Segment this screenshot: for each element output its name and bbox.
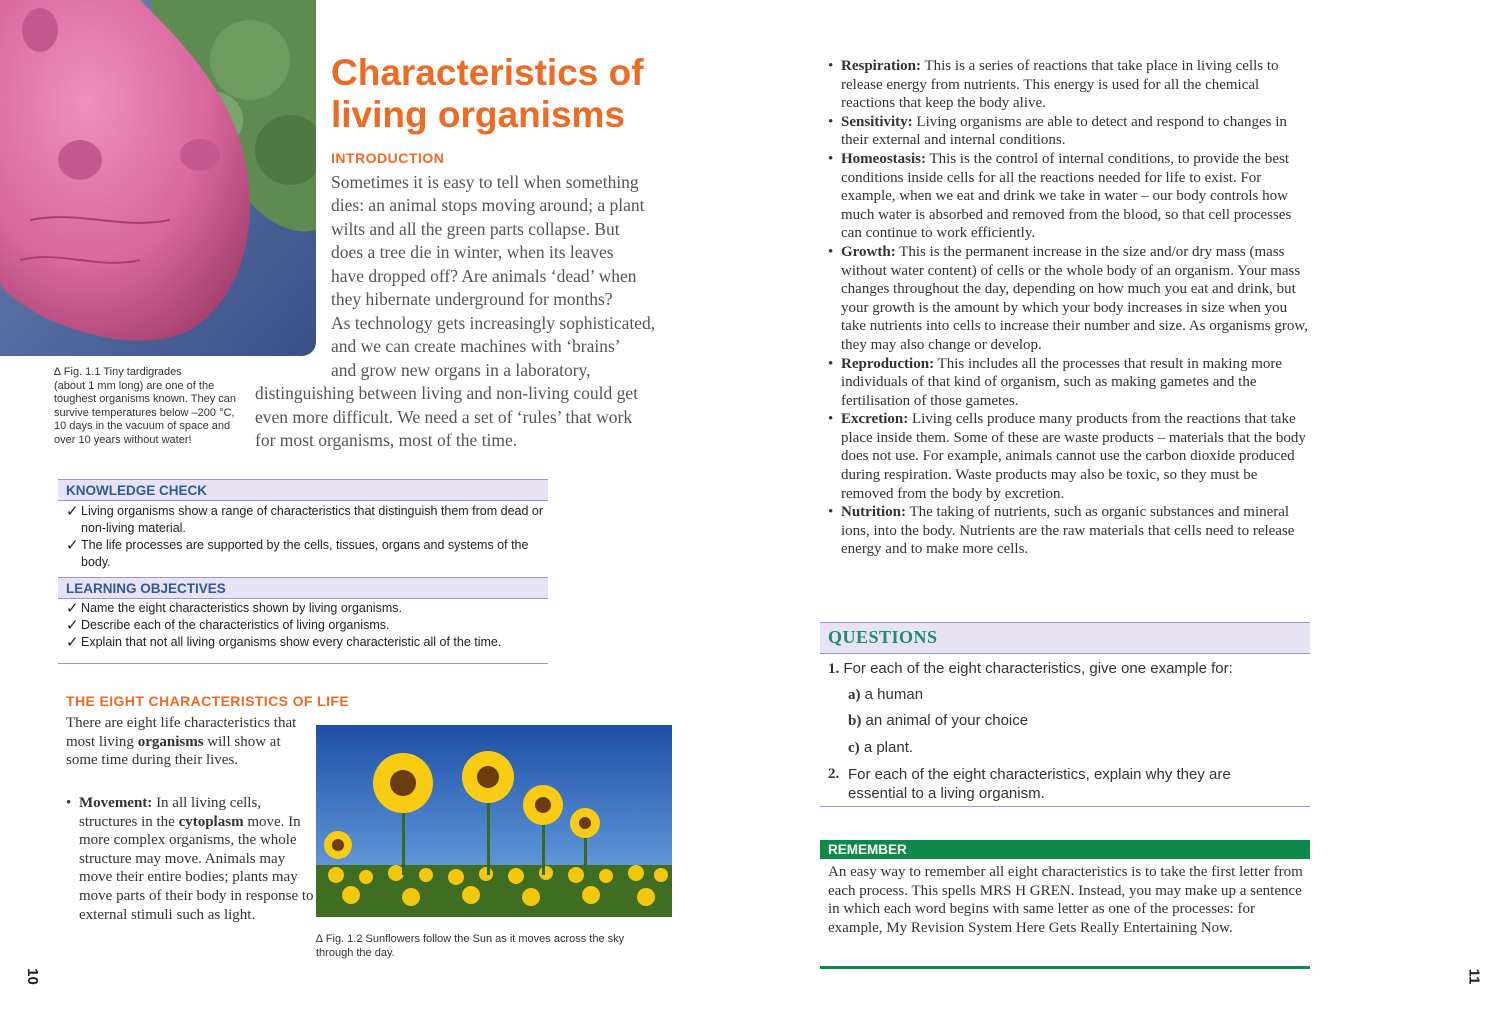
- sunflower-image: [316, 725, 672, 917]
- bullet-icon: •: [66, 795, 72, 811]
- question-1a: a) a human: [848, 686, 924, 703]
- bullet-icon: •: [828, 355, 834, 372]
- bullet-icon: •: [828, 150, 834, 167]
- figure-2-caption: ∆ Fig. 1.2 Sunflowers follow the Sun as it moves across the sky through the day.: [316, 933, 625, 959]
- bullet-icon: •: [828, 504, 834, 521]
- introduction-heading: INTRODUCTION: [331, 150, 445, 166]
- divider: [58, 663, 548, 664]
- list-item: • Homeostasis: This is the control of internal conditions, to provide the best conditions inside cells for all the reactions needed for life to exist. For example, when we eat and drink we take in water – our body controls how much water is absorbed and removed from the blood, so that cell processes can continue to work efficiently.: [828, 150, 1292, 242]
- tick-icon: ✓: [66, 617, 79, 634]
- bullet-icon: •: [828, 113, 834, 130]
- knowledge-check-heading: KNOWLEDGE CHECK: [58, 479, 548, 501]
- knowledge-check-item: ✓ The life processes are supported by the cells, tissues, organs and systems of the body.: [66, 537, 529, 569]
- learning-objectives-heading: LEARNING OBJECTIVES: [58, 577, 548, 599]
- divider: [820, 806, 1310, 807]
- remember-heading: REMEMBER: [820, 840, 1310, 859]
- page-number-right: 11: [1465, 968, 1483, 985]
- question-2: 2. For each of the eight characteristics, explain why they are essential to a living organism.: [828, 766, 1231, 802]
- question-1b: b) an animal of your choice: [848, 712, 1029, 729]
- tardigrade-image: [0, 0, 316, 356]
- list-item: • Reproduction: This includes all the processes that result in making more individuals of that kind of organism, such as making gametes and the fertilisation of those gametes.: [828, 355, 1283, 409]
- tick-icon: ✓: [66, 634, 79, 651]
- tick-icon: ✓: [66, 537, 79, 554]
- divider: [820, 966, 1310, 969]
- bullet-icon: •: [828, 58, 834, 74]
- eight-characteristics-intro: There are eight life characteristics that most living organisms will show at some time during their lives.: [66, 715, 297, 769]
- page-number-left: 10: [23, 968, 41, 985]
- list-item: • Sensitivity: Living organisms are able to detect and respond to changes in their external and internal conditions.: [828, 113, 1287, 149]
- tick-icon: ✓: [66, 503, 79, 520]
- movement-item: • Movement: In all living cells, structures in the cytoplasm move. In more complex organisms, the whole structure may move. Animals may move their entire bodies; plants may move parts of their body in response to external stimuli such as light.: [66, 795, 314, 923]
- characteristics-list: [828, 57, 1312, 559]
- page-title: Characteristics of living organisms: [331, 52, 644, 135]
- question-1: 1. For each of the eight characteristics, give one example for:: [828, 660, 1233, 677]
- tick-icon: ✓: [66, 600, 79, 617]
- questions-heading: QUESTIONS: [820, 622, 1310, 654]
- list-item: • Respiration: This is a series of reactions that take place in living cells to release energy from nutrients. This energy is used for all the chemical reactions that keep the body alive.: [828, 58, 1279, 112]
- learning-objective-item: ✓ Describe each of the characteristics of living organisms.: [66, 617, 390, 634]
- learning-objective-item: ✓ Name the eight characteristics shown by living organisms.: [66, 600, 402, 617]
- figure-1-caption: ∆ Fig. 1.1 Tiny tardigrades (about 1 mm long) are one of the toughest organisms known. They can survive temperatures below –200 °C, 10 days in the vacuum of space and over 10 years without water!: [54, 366, 237, 446]
- learning-objective-item: ✓ Explain that not all living organisms show every characteristic all of the time.: [66, 634, 502, 651]
- list-item: • Nutrition: The taking of nutrients, such as organic substances and mineral ions, into the body. Nutrients are the raw materials that cells need to release energy and to make more cells.: [828, 504, 1295, 558]
- list-item: • Excretion: Living cells produce many products from the reactions that take place inside them. Some of these are waste products – materials that the body does not use. For example, animals cannot use the carbon dioxide produced during respiration. Waste products may also be toxic, so they must be removed from the body by excretion.: [828, 411, 1306, 502]
- remember-text: An easy way to remember all eight characteristics is to take the first letter from each process. This spells MRS H GREN. Instead, you may make up a sentence in which each word begins with same letter as one of the processes: for example, My Revision System Here Gets Really Entertaining Now.: [828, 864, 1303, 936]
- eight-characteristics-heading: THE EIGHT CHARACTERISTICS OF LIFE: [66, 693, 350, 709]
- bullet-icon: •: [828, 411, 834, 428]
- question-1c: c) a plant.: [848, 739, 914, 756]
- knowledge-check-item: ✓ Living organisms show a range of characteristics that distinguish them from dead or non-living material.: [66, 503, 544, 535]
- bullet-icon: •: [828, 243, 834, 260]
- list-item: • Growth: This is the permanent increase in the size and/or dry mass (mass without water content) of cells or the whole body of an organism. Your mass changes throughout the day, depending on how much you eat and drink, but your growth is the amount by which your body increases in size when you take nutrients into cells to increase their number and size. As organisms grow, they may also change or develop.: [828, 243, 1308, 353]
